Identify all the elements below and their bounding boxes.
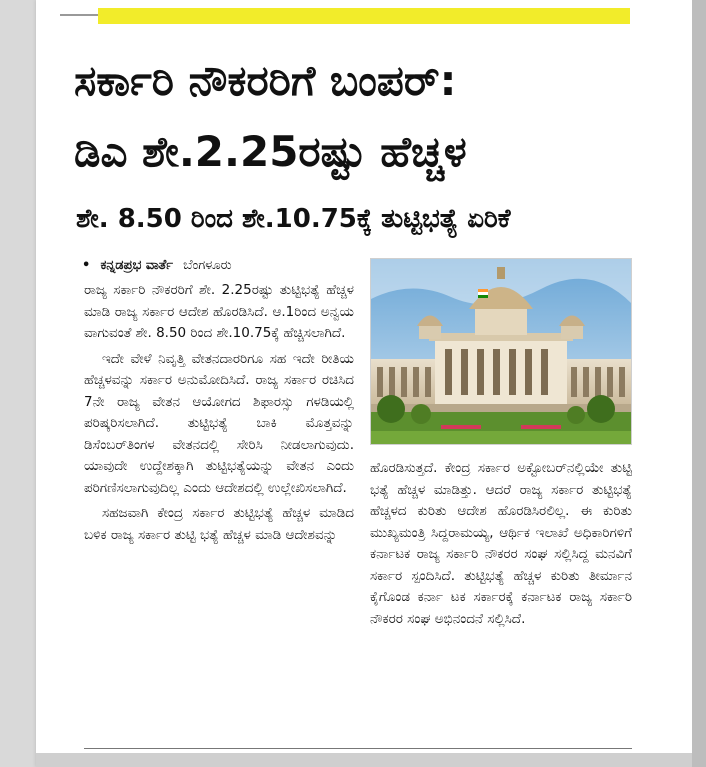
article-column-right	[370, 458, 632, 738]
page-bottom-shadow	[36, 753, 692, 767]
byline	[82, 256, 362, 276]
page-edge-shadow	[692, 0, 706, 767]
byline-paper-name: ಕನ್ನಡಪ್ರಭ ವಾರ್ತೆ	[100, 258, 173, 273]
headline-line-1: ಸರ್ಕಾರಿ ನೌಕರರಿಗೆ ಬಂಪರ್:	[74, 56, 457, 105]
headline-line-2: ಡಿಎ ಶೇ.2.25ರಷ್ಟು ಹೆಚ್ಚಳ	[74, 127, 467, 176]
article-paragraph-3: ಸಹಜವಾಗಿ ಕೇಂದ್ರ ಸರ್ಕಾರ ತುಟ್ಟಿಭತ್ಯೆ ಹೆಚ್ಚಳ ಮಾಡಿದ ಬಳಿಕ ರಾಜ್ಯ ಸರ್ಕಾರ ತುಟ್ಟಿ ಭತ್ಯೆ ಹೆಚ್ಚಳ ಮಾಡಿ ಆದೇಶವನ್ನು	[84, 505, 354, 543]
byline-bullet: •	[82, 258, 91, 273]
article-column-left	[84, 280, 354, 740]
article-paragraph-4: ಹೊರಡಿಸುತ್ತದೆ. ಕೇಂದ್ರ ಸರ್ಕಾರ ಅಕ್ಟೋಬರ್‌ನಲ್ಲಿಯೇ ತುಟ್ಟಿ ಭತ್ಯೆ ಹೆಚ್ಚಳ ಮಾಡಿತ್ತು. ಆದರೆ ರಾಜ್ಯ ಸರ್ಕಾರ ತುಟ್ಟಿಭತ್ಯೆ ಹೆಚ್ಚಳದ ಕುರಿತು ಆದೇಶ ಹೊರಡಿಸಿರಲಿಲ್ಲ. ಈ ಕುರಿತು ಮುಖ್ಯಮಂತ್ರಿ ಸಿದ್ದರಾಮಯ್ಯ, ಆರ್ಥಿಕ ಇಲಾಖೆ ಅಧಿಕಾರಿಗಳಿಗೆ ಕರ್ನಾಟಕ ರಾಜ್ಯ ಸರ್ಕಾರಿ ನೌಕರರ ಸಂಘ ಸಲ್ಲಿಸಿದ್ದ ಮನವಿಗೆ ಸರ್ಕಾರ ಸ್ಪಂದಿಸಿದೆ. ತುಟ್ಟಿಭತ್ಯೆ ಹೆಚ್ಚಳ ಕುರಿತು ತೀರ್ಮಾನ ಕೈಗೊಂಡ ಕರ್ನಾ ಟಕ ಸರ್ಕಾರಕ್ಕೆ ಕರ್ನಾಟಕ ರಾಜ್ಯ ಸರ್ಕಾರಿ ನೌಕರರ ಸಂಘ ಅಭಿನಂದನೆ ಸಲ್ಲಿಸಿದೆ.	[370, 460, 632, 627]
article-paragraph-2: ಇದೇ ವೇಳೆ ನಿವೃತ್ತಿ ವೇತನದಾರರಿಗೂ ಸಹ ಇದೇ ರೀತಿಯ ಹೆಚ್ಚಳವನ್ನು ಸರ್ಕಾರ ಅನುಮೋದಿಸಿದೆ. ರಾಜ್ಯ ಸರ್ಕಾರ ರಚಿಸಿದ 7ನೇ ರಾಜ್ಯ ವೇತನ ಆಯೋಗದ ಶಿಫಾರಸ್ಸು ಗಳಡಿಯಲ್ಲಿ ಪರಿಷ್ಕರಿಸಲಾಗಿದೆ. ತುಟ್ಟಿಭತ್ಯೆ ಬಾಕಿ ಮೊತ್ತವನ್ನು ಡಿಸೆಂಬರ್‌ತಿಂಗಳ ವೇತನದಲ್ಲಿ ಸೇರಿಸಿ ನೀಡಲಾಗುವುದು. ಯಾವುದೇ ಉದ್ದೇಶಕ್ಕಾಗಿ ತುಟ್ಟಿಭತ್ಯೆಯನ್ನು ವೇತನ ಎಂದು ಪರಿಗಣಿಸಲಾಗುವುದಿಲ್ಲ ಎಂದು ಆದೇಶದಲ್ಲಿ ಉಲ್ಲೇಖಿಸಲಾಗಿದೆ.	[84, 350, 354, 496]
vidhana-soudha-photo	[370, 258, 632, 445]
building-illustration	[371, 259, 631, 444]
byline-place: ಬೆಂಗಳೂರು	[183, 258, 232, 273]
article-paragraph-1: ರಾಜ್ಯ ಸರ್ಕಾರಿ ನೌಕರರಿಗೆ ಶೇ. 2.25ರಷ್ಟು ತುಟ್ಟಿಭತ್ಯೆ ಹೆಚ್ಚಳ ಮಾಡಿ ರಾಜ್ಯ ಸರ್ಕಾರ ಆದೇಶ ಹೊರಡಿಸಿದೆ. ಆ.1ರಿಂದ ಅನ್ವಯ ವಾಗುವಂತೆ ಶೇ. 8.50 ರಿಂದ ಶೇ.10.75ಕ್ಕೆ ಹೆಚ್ಚಿಸಲಾಗಿದೆ.	[84, 282, 354, 341]
top-rule	[60, 14, 100, 16]
accent-bar	[98, 8, 630, 24]
subheadline: ಶೇ. 8.50 ರಿಂದ ಶೇ.10.75ಕ್ಕೆ ತುಟ್ಟಿಭತ್ಯೆ ಏರಿಕೆ	[76, 204, 511, 234]
bottom-rule	[84, 748, 632, 749]
